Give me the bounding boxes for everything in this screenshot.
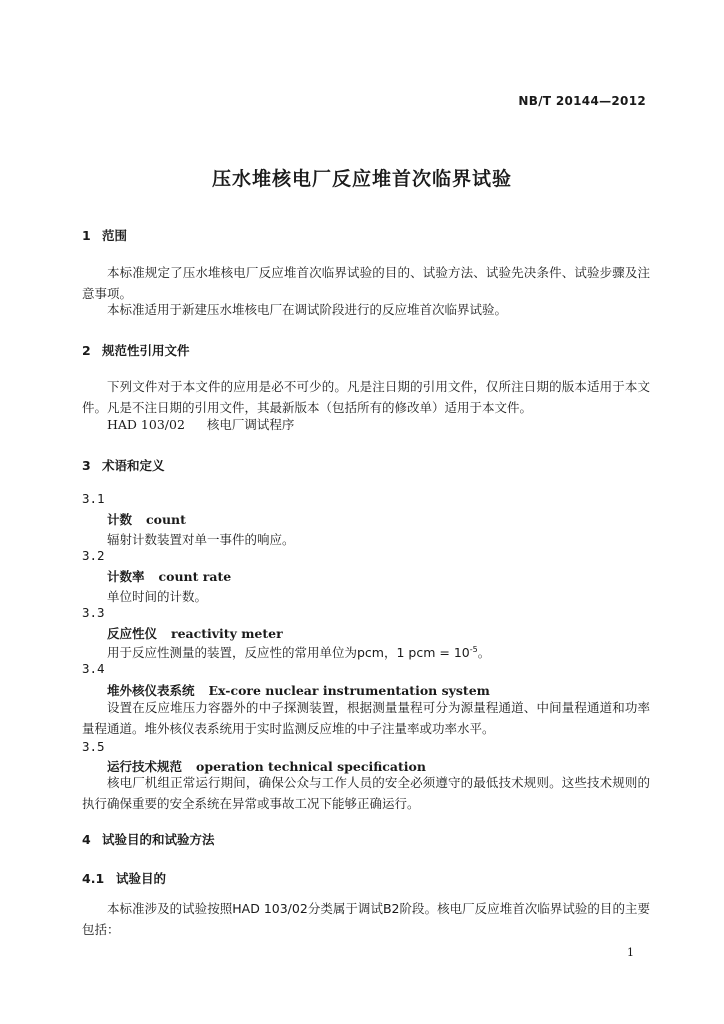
term-definition <box>107 643 490 661</box>
paragraph: 下列文件对于本文件的应用是必不可少的。凡是注日期的引用文件，仅所注日期的版本适用于本文件。凡是不注日期的引用文件，其最新版本（包括所有的修改单）适用于本文件。 <box>82 379 650 415</box>
standard-number: NB/T 20144—2012 <box>518 94 646 108</box>
paragraph: 本标准适用于新建压水堆核电厂在调试阶段进行的反应堆首次临界试验。 <box>107 302 508 317</box>
section-4-heading <box>82 830 215 848</box>
term-number: 3.4 <box>82 661 105 676</box>
term-definition: 单位时间的计数。 <box>107 589 208 604</box>
term-zh: 计数率 <box>107 569 145 584</box>
subsection-4-1-heading <box>82 869 166 887</box>
section-title: 规范性引用文件 <box>102 343 190 358</box>
term-title <box>107 567 231 585</box>
definition-text: 用于反应性测量的装置，反应性的常用单位为pcm，1 pcm = 10 <box>107 645 470 660</box>
subsection-number: 4.1 <box>82 871 105 886</box>
section-title: 术语和定义 <box>102 458 165 473</box>
term-zh: 反应性仪 <box>107 626 158 641</box>
term-number: 3.3 <box>82 605 105 620</box>
term-number: 3.2 <box>82 548 105 563</box>
page-number: 1 <box>627 946 634 959</box>
term-definition: 核电厂机组正常运行期间，确保公众与工作人员的安全必须遵守的最低技术规则。这些技术规则的执行确保重要的安全系统在异常或事故工况下能够正确运行。 <box>82 775 650 811</box>
exponent: -5 <box>469 644 478 654</box>
term-definition: 辐射计数装置对单一事件的响应。 <box>107 532 295 547</box>
term-number: 3.5 <box>82 739 105 754</box>
section-number: 2 <box>82 343 91 358</box>
term-en: Ex-core nuclear instrumentation system <box>208 683 490 698</box>
term-en: count rate <box>158 569 232 584</box>
section-title: 范围 <box>102 228 128 243</box>
term-zh: 运行技术规范 <box>107 759 183 774</box>
section-number: 4 <box>82 832 91 847</box>
section-3-heading <box>82 456 165 474</box>
subsection-title: 试验目的 <box>116 871 167 886</box>
section-2-heading <box>82 341 190 359</box>
page-title: 压水堆核电厂反应堆首次临界试验 <box>211 168 512 190</box>
reference-name: 核电厂调试程序 <box>206 417 295 432</box>
definition-end: 。 <box>477 645 491 660</box>
term-en: count <box>146 512 186 527</box>
term-title <box>107 510 186 528</box>
reference-item <box>107 415 294 433</box>
term-zh: 堆外核仪表系统 <box>107 683 195 698</box>
paragraph: 本标准规定了压水堆核电厂反应堆首次临界试验的目的、试验方法、试验先决条件、试验步骤及注意事项。 <box>82 265 650 301</box>
section-1-heading <box>82 226 127 244</box>
reference-code: HAD 103/02 <box>107 417 185 432</box>
term-en: reactivity meter <box>171 626 283 641</box>
term-definition: 设置在反应堆压力容器外的中子探测装置，根据测量量程可分为源量程通道、中间量程通道和功率量程通道。堆外核仪表系统用于实时监测反应堆的中子注量率或功率水平。 <box>82 700 650 736</box>
section-number: 1 <box>82 228 91 243</box>
term-zh: 计数 <box>107 512 133 527</box>
paragraph: 本标准涉及的试验按照HAD 103/02分类属于调试B2阶段。核电厂反应堆首次临界试验的目的主要包括： <box>82 901 650 937</box>
section-title: 试验目的和试验方法 <box>102 832 215 847</box>
section-number: 3 <box>82 458 91 473</box>
term-number: 3.1 <box>82 491 105 506</box>
term-title <box>107 624 283 642</box>
term-en: operation technical specification <box>196 759 426 774</box>
